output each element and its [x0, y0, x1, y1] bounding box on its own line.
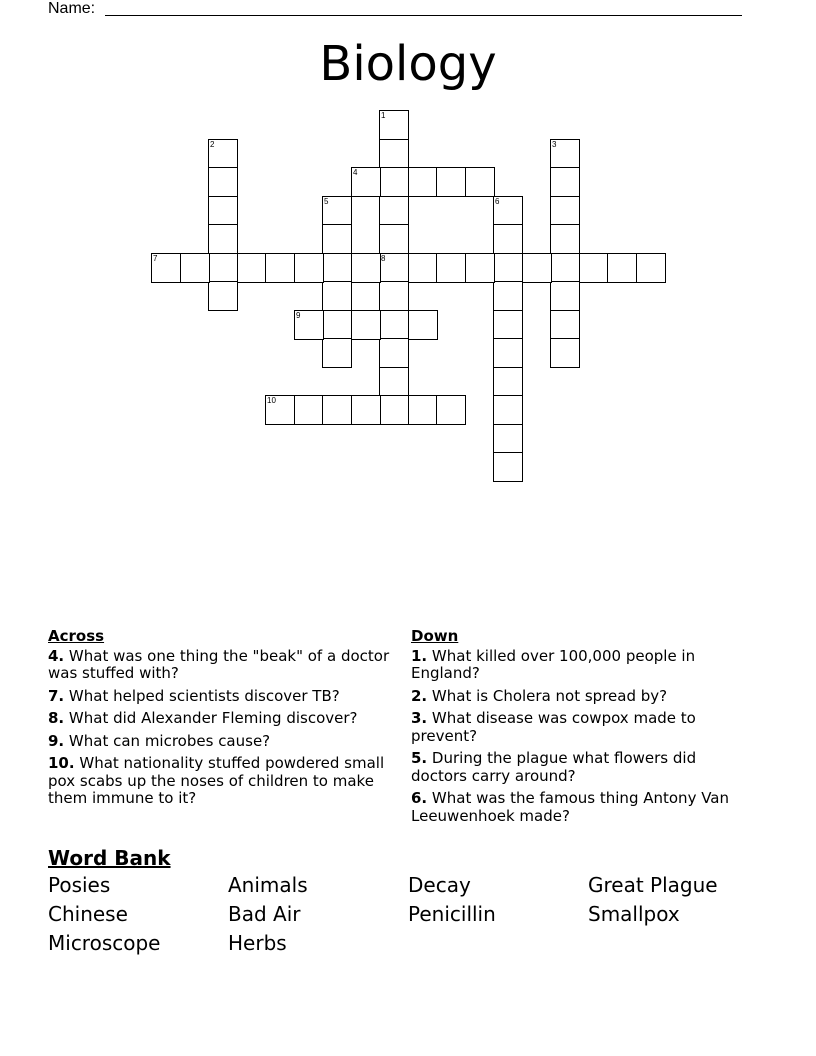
clue-number: 2. [411, 686, 428, 705]
word-bank-heading: Word Bank [48, 846, 171, 870]
word-bank-item: Herbs [228, 931, 287, 955]
crossword-cell[interactable] [493, 424, 523, 454]
crossword-cell[interactable] [408, 395, 438, 425]
crossword-cell[interactable] [322, 224, 352, 254]
crossword-cell[interactable] [379, 224, 409, 254]
crossword-cell[interactable] [294, 253, 324, 283]
crossword-cell[interactable] [322, 281, 352, 311]
clue-text: What helped scientists discover TB? [68, 686, 340, 705]
crossword-cell[interactable] [550, 253, 580, 283]
crossword-cell[interactable] [208, 281, 238, 311]
word-bank-item: Animals [228, 873, 308, 897]
crossword-cell[interactable] [322, 338, 352, 368]
clue-number: 9. [48, 731, 65, 750]
clue-text: What disease was cowpox made to prevent? [411, 709, 696, 745]
crossword-cell[interactable] [180, 253, 210, 283]
crossword-cell[interactable] [351, 167, 381, 197]
crossword-cell[interactable] [550, 281, 580, 311]
clue-down-5 [411, 750, 751, 785]
clue-number-label: 6 [495, 197, 500, 206]
clue-number-label: 5 [324, 197, 329, 206]
clue-text: What was one thing the "beak" of a doctor was stuffed with? [48, 646, 390, 682]
crossword-cell[interactable] [408, 167, 438, 197]
clue-number: 8. [48, 709, 65, 727]
crossword-cell[interactable] [379, 139, 409, 169]
crossword-cell[interactable] [294, 310, 324, 340]
crossword-cell[interactable] [550, 167, 580, 197]
clue-text: What can microbes cause? [68, 731, 271, 750]
word-bank-list [48, 871, 768, 961]
across-clues [48, 628, 404, 813]
crossword-cell[interactable] [493, 395, 523, 425]
clue-number-label: 4 [353, 168, 358, 177]
crossword-cell[interactable] [465, 167, 495, 197]
crossword-cell[interactable] [322, 196, 352, 226]
clue-across-10 [48, 755, 404, 808]
crossword-cell[interactable] [550, 224, 580, 254]
clue-across-4 [48, 648, 404, 683]
word-bank [48, 845, 768, 961]
crossword-cell[interactable] [550, 338, 580, 368]
clue-text: What nationality stuffed powdered small pox scabs up the noses of children to make them immune to it? [48, 754, 385, 807]
crossword-cell[interactable] [379, 167, 409, 197]
clue-number-label: 2 [210, 140, 215, 149]
clue-across-9 [48, 733, 404, 751]
crossword-cell[interactable] [493, 196, 523, 226]
clue-down-2 [411, 688, 751, 706]
crossword-cell[interactable] [607, 253, 637, 283]
word-bank-item: Smallpox [588, 902, 680, 926]
clue-number-label: 9 [296, 311, 301, 320]
word-bank-item: Posies [48, 873, 111, 897]
across-heading: Across [48, 627, 105, 645]
crossword-cell[interactable] [151, 253, 181, 283]
crossword-cell[interactable] [522, 253, 552, 283]
name-label: Name: [48, 0, 96, 17]
clue-number: 10. [48, 754, 75, 772]
crossword-cell[interactable] [493, 367, 523, 397]
clue-number-label: 10 [267, 396, 276, 405]
clue-down-3 [411, 710, 751, 745]
clue-text: What killed over 100,000 people in England? [411, 646, 696, 682]
crossword-cell[interactable] [379, 338, 409, 368]
crossword-cell[interactable] [294, 395, 324, 425]
crossword-cell[interactable] [408, 310, 438, 340]
crossword-cell[interactable] [550, 196, 580, 226]
crossword-cell[interactable] [379, 110, 409, 140]
clue-number-label: 8 [381, 254, 386, 263]
clue-text: What did Alexander Fleming discover? [68, 709, 358, 727]
crossword-cell[interactable] [351, 253, 381, 283]
page-title: Biology [319, 36, 497, 92]
crossword-cell[interactable] [436, 253, 466, 283]
clue-number: 3. [411, 709, 428, 727]
clue-number: 7. [48, 686, 65, 705]
clue-number: 1. [411, 646, 428, 665]
crossword-cell[interactable] [408, 253, 438, 283]
crossword-cell[interactable] [379, 367, 409, 397]
clue-down-1 [411, 648, 751, 683]
crossword-cell[interactable] [351, 310, 381, 340]
crossword-cell[interactable] [379, 281, 409, 311]
crossword-cell[interactable] [208, 224, 238, 254]
clue-text: During the plague what flowers did doctors carry around? [411, 749, 697, 785]
crossword-cell[interactable] [208, 196, 238, 226]
crossword-cell[interactable] [265, 253, 295, 283]
crossword-cell[interactable] [550, 139, 580, 169]
crossword-cell[interactable] [465, 253, 495, 283]
crossword-cell[interactable] [436, 167, 466, 197]
crossword-cell[interactable] [379, 196, 409, 226]
crossword-cell[interactable] [208, 253, 238, 283]
crossword-cell[interactable] [493, 253, 523, 283]
crossword-cell[interactable] [322, 253, 352, 283]
clue-number: 5. [411, 749, 428, 767]
clue-text: What was the famous thing Antony Van Leeuwenhoek made? [411, 789, 730, 825]
crossword-cell[interactable] [322, 395, 352, 425]
clue-number: 6. [411, 789, 428, 807]
word-bank-item: Bad Air [228, 902, 301, 926]
down-heading: Down [411, 627, 459, 645]
word-bank-item: Decay [408, 873, 471, 897]
clue-across-7 [48, 688, 404, 706]
crossword-cell[interactable] [436, 395, 466, 425]
crossword-cell[interactable] [493, 338, 523, 368]
crossword-cell[interactable] [493, 224, 523, 254]
crossword-cell[interactable] [379, 310, 409, 340]
crossword-cell[interactable] [493, 310, 523, 340]
word-bank-item: Great Plague [588, 873, 718, 897]
crossword-cell[interactable] [493, 452, 523, 482]
clue-number-label: 1 [381, 111, 386, 120]
crossword-cell[interactable] [550, 310, 580, 340]
clue-number-label: 7 [153, 254, 158, 263]
clue-down-6 [411, 790, 751, 825]
word-bank-item: Microscope [48, 931, 161, 955]
crossword-cell[interactable] [351, 395, 381, 425]
down-clues [411, 628, 751, 830]
clue-across-8 [48, 710, 404, 728]
crossword-cell[interactable] [579, 253, 609, 283]
word-bank-item: Chinese [48, 902, 128, 926]
crossword-cell[interactable] [208, 139, 238, 169]
crossword-cell[interactable] [636, 253, 666, 283]
clue-text: What is Cholera not spread by? [431, 686, 668, 705]
clue-number: 4. [48, 646, 65, 665]
crossword-cell[interactable] [237, 253, 267, 283]
crossword-cell[interactable] [379, 395, 409, 425]
clue-number-label: 3 [552, 140, 557, 149]
word-bank-item: Penicillin [408, 902, 496, 926]
crossword-cell[interactable] [265, 395, 295, 425]
crossword-cell[interactable] [379, 253, 409, 283]
crossword-cell[interactable] [322, 310, 352, 340]
crossword-cell[interactable] [493, 281, 523, 311]
crossword-cell[interactable] [208, 167, 238, 197]
